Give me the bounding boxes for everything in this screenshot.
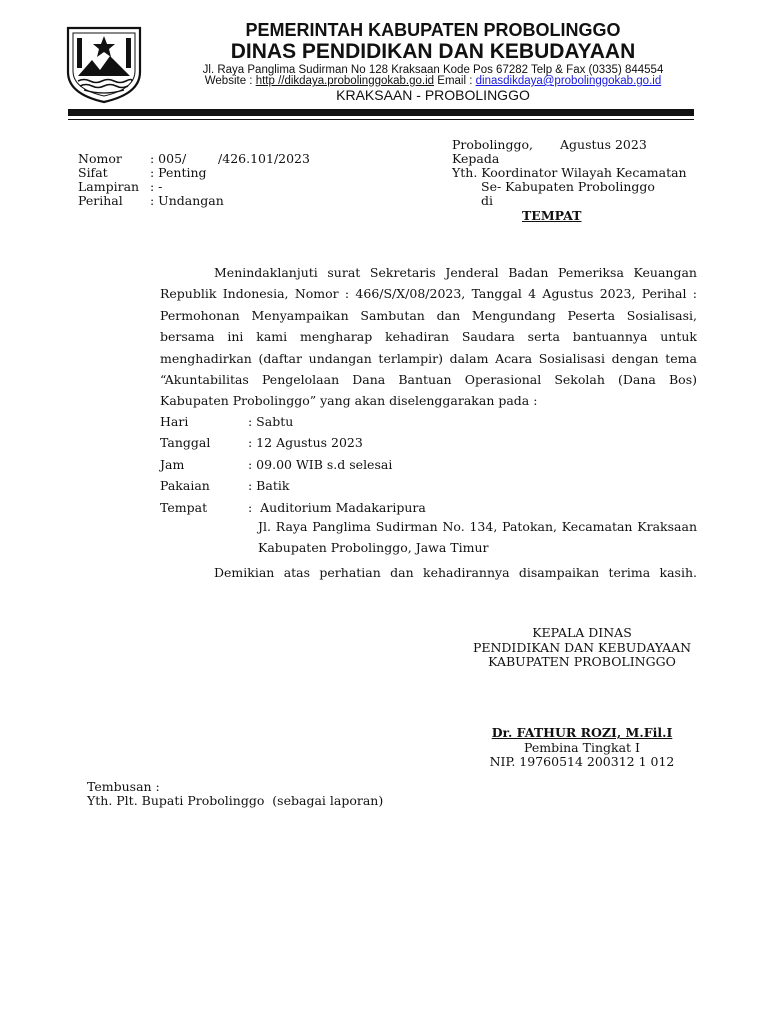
detail-tempat-value: : Auditorium Madakaripura: [248, 500, 426, 515]
detail-pakaian-label: Pakaian: [160, 478, 210, 493]
letterhead-divider-thick: [68, 109, 694, 116]
letterhead-city: KRAKSAAN - PROBOLINGGO: [336, 87, 530, 103]
detail-jam-value: : 09.00 WIB s.d selesai: [248, 457, 393, 472]
detail-hari-value: : Sabtu: [248, 414, 294, 429]
website-link[interactable]: http //dikdaya.probolinggokab.go.id: [255, 75, 435, 87]
detail-tanggal-label: Tanggal: [160, 435, 211, 450]
letterhead-agency: DINAS PENDIDIKAN DAN KEBUDAYAAN: [230, 40, 636, 63]
letterhead-divider-thin: [68, 119, 694, 120]
recipient-kepada: Kepada: [452, 151, 500, 166]
signatory-nip: NIP. 19760514 200312 1 012: [489, 754, 675, 770]
meta-perihal-label: Perihal: [78, 193, 123, 208]
cc-heading: Tembusan :: [87, 779, 160, 794]
closing-line: Demikian atas perhatian dan kehadirannya disampaikan terima kasih.: [214, 565, 697, 580]
email-link[interactable]: dinasdikdaya@probolinggokab.go.id: [475, 75, 662, 87]
body-line: Menindaklanjuti surat Sekretaris Jenderal Badan Pemeriksa Keuangan: [214, 265, 697, 280]
detail-tanggal-value: : 12 Agustus 2023: [248, 435, 363, 450]
recipient-tempat: TEMPAT: [522, 208, 582, 223]
closing-paragraph: [214, 562, 697, 583]
venue-address: [258, 516, 697, 559]
recipient-line1: Yth. Koordinator Wilayah Kecamatan: [452, 165, 687, 180]
meta-lampiran-label: Lampiran: [78, 179, 140, 194]
signature-title-line2: PENDIDIKAN DAN KEBUDAYAAN: [472, 639, 692, 655]
body-line: menghadirkan (daftar undangan terlampir) dalam Acara Sosialisasi dengan tema: [160, 350, 697, 366]
signatory: [460, 726, 704, 770]
signature-title-line3: KABUPATEN PROBOLINGGO: [488, 654, 676, 670]
signature-title: [460, 626, 704, 670]
body-paragraph: [160, 262, 697, 412]
recipient-di: di: [481, 193, 493, 208]
venue-address-line1: Jl. Raya Panglima Sudirman No. 134, Patokan, Kecamatan Kraksaan: [258, 519, 697, 534]
body-line: Permohonan Menyampaikan Sambutan dan Mengundang Peserta Sosialisasi,: [160, 307, 697, 323]
signatory-rank: Pembina Tingkat I: [524, 739, 640, 755]
body-line: bersama ini kami mengharap kehadiran Saudara serta bantuannya untuk: [160, 329, 697, 345]
regency-crest-icon: [64, 26, 144, 104]
recipient-line2: Se- Kabupaten Probolinggo: [481, 179, 655, 194]
detail-tempat-label: Tempat: [160, 500, 208, 515]
website-prefix: Website :: [204, 75, 256, 87]
letter-date: Agustus 2023: [560, 137, 647, 152]
meta-perihal-value: : Undangan: [150, 193, 224, 208]
meta-sifat-label: Sifat: [78, 165, 108, 180]
email-prefix: Email :: [434, 75, 476, 87]
body-line: Kabupaten Probolinggo” yang akan diselenggarakan pada :: [160, 393, 538, 409]
venue-address-line2: Kabupaten Probolinggo, Jawa Timur: [258, 540, 489, 556]
place-city: Probolinggo,: [452, 137, 533, 152]
meta-sifat-value: : Penting: [150, 165, 207, 180]
body-line: “Akuntabilitas Pengelolaan Dana Bantuan Operasional Sekolah (Dana Bos): [160, 371, 697, 387]
detail-hari-label: Hari: [160, 414, 189, 429]
letterhead-contact: [148, 75, 718, 87]
body-line: Republik Indonesia, Nomor : 466/S/X/08/2023, Tanggal 4 Agustus 2023, Perihal :: [160, 286, 697, 302]
letterhead-government: PEMERINTAH KABUPATEN PROBOLINGGO: [245, 20, 621, 40]
detail-jam-label: Jam: [160, 457, 185, 472]
meta-lampiran-value: : -: [150, 179, 163, 194]
detail-pakaian-value: : Batik: [248, 478, 290, 493]
cc-line: Yth. Plt. Bupati Probolinggo (sebagai laporan): [87, 793, 384, 808]
meta-nomor-value: : 005/ /426.101/2023: [150, 151, 310, 166]
letterhead-address: Jl. Raya Panglima Sudirman No 128 Kraksaan Kode Pos 67282 Telp & Fax (0335) 844554: [202, 64, 664, 76]
meta-nomor-label: Nomor: [78, 151, 122, 166]
signature-title-line1: KEPALA DINAS: [532, 625, 632, 640]
signatory-name: Dr. FATHUR ROZI, M.Fil.I: [491, 725, 673, 740]
